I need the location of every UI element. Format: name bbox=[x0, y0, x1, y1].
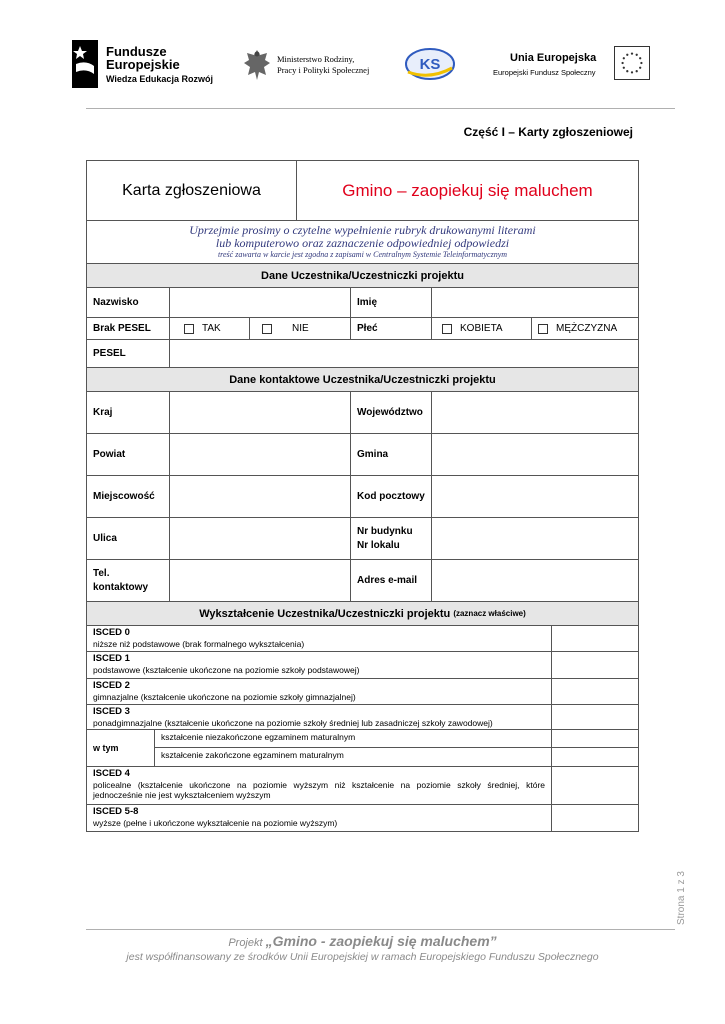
section-education: Wykształcenie Uczestnika/Uczestniczki projektu (zaznacz właściwe) bbox=[87, 602, 638, 625]
pesel-gender-row bbox=[87, 318, 638, 340]
pesel-row bbox=[87, 340, 638, 368]
part-title: Część I – Karty zgłoszeniowej bbox=[463, 125, 633, 139]
fe-star-icon bbox=[72, 40, 98, 88]
education-checkbox-isced5-8[interactable] bbox=[552, 805, 638, 831]
fe-title: Fundusze Europejskie bbox=[106, 44, 180, 72]
email-label: Adres e-mail bbox=[351, 560, 432, 601]
phone-field[interactable] bbox=[170, 560, 351, 601]
section-education-row bbox=[87, 602, 638, 626]
checkbox-icon[interactable] bbox=[538, 324, 548, 334]
in-that-checkbox-1[interactable] bbox=[552, 730, 638, 747]
postal-label: Kod pocztowy bbox=[351, 476, 432, 517]
footer-divider bbox=[86, 929, 675, 930]
in-that-label: w tym bbox=[87, 730, 155, 766]
education-checkbox-isced1[interactable] bbox=[552, 652, 638, 678]
education-checkbox-isced3[interactable] bbox=[552, 705, 638, 729]
education-row bbox=[87, 805, 638, 831]
education-checkbox-isced0[interactable] bbox=[552, 626, 638, 651]
education-option-isced1: ISCED 1 podstawowe (kształcenie ukończone na poziomie szkoły podstawowej) bbox=[87, 652, 552, 678]
city-label: Miejscowość bbox=[87, 476, 170, 517]
page-header bbox=[0, 0, 725, 108]
building-flat-field[interactable] bbox=[432, 518, 638, 559]
in-that-options bbox=[155, 730, 638, 766]
fe-subtitle: Wiedza Edukacja Rozwój bbox=[106, 74, 213, 84]
header-divider bbox=[86, 108, 675, 109]
section-participant: Dane Uczestnika/Uczestniczki projektu bbox=[87, 264, 638, 287]
checkbox-icon[interactable] bbox=[442, 324, 452, 334]
county-row bbox=[87, 434, 638, 476]
street-label: Ulica bbox=[87, 518, 170, 559]
eu-logo bbox=[490, 46, 652, 82]
education-option-isced4: ISCED 4 policealne (kształcenie ukończone na poziomie wyższym niż kształcenie na poziomie szkoły średniej, które jednocześnie nie jest wykształceniem wyższym bbox=[87, 767, 552, 804]
footer-cofinanced: jest współfinansowany ze środków Unii Europejskiej w ramach Europejskiego Funduszu Społecznego bbox=[126, 951, 599, 963]
gender-female-option[interactable]: KOBIETA bbox=[432, 318, 532, 339]
eu-subtitle: Europejski Fundusz Społeczny bbox=[493, 68, 596, 77]
ministry-name: Ministerstwo Rodziny, Pracy i Polityki Społecznej bbox=[277, 54, 370, 75]
education-checkbox-isced2[interactable] bbox=[552, 679, 638, 704]
county-field[interactable] bbox=[170, 434, 351, 475]
ministry-logo bbox=[243, 48, 383, 84]
registration-form bbox=[86, 160, 639, 832]
svg-text:KS: KS bbox=[419, 56, 441, 73]
education-option-isced5-8: ISCED 5-8 wyższe (pełne i ukończone wykształcenie na poziomie wyższym) bbox=[87, 805, 552, 831]
in-that-option: kształcenie zakończone egzaminem maturalnym bbox=[155, 748, 638, 766]
phone-row bbox=[87, 560, 638, 602]
voivodeship-label: Województwo bbox=[351, 392, 432, 433]
pesel-field[interactable] bbox=[170, 340, 638, 367]
county-label: Powiat bbox=[87, 434, 170, 475]
building-flat-label: Nr budynku Nr lokalu bbox=[351, 518, 432, 559]
ks-logo bbox=[402, 46, 458, 82]
city-field[interactable] bbox=[170, 476, 351, 517]
street-row bbox=[87, 518, 638, 560]
education-row bbox=[87, 626, 638, 652]
section-participant-row bbox=[87, 264, 638, 288]
section-contact: Dane kontaktowe Uczestnika/Uczestniczki projektu bbox=[87, 368, 638, 391]
in-that-option: kształcenie niezakończone egzaminem maturalnym bbox=[155, 730, 638, 748]
country-label: Kraj bbox=[87, 392, 170, 433]
intro-row bbox=[87, 221, 638, 264]
no-pesel-label: Brak PESEL bbox=[87, 318, 170, 339]
no-pesel-yes-option[interactable]: TAK bbox=[170, 318, 250, 339]
country-row bbox=[87, 392, 638, 434]
country-field[interactable] bbox=[170, 392, 351, 433]
pesel-label: PESEL bbox=[87, 340, 170, 367]
education-checkbox-isced4[interactable] bbox=[552, 767, 638, 804]
phone-label: Tel. kontaktowy bbox=[87, 560, 170, 601]
form-title-row bbox=[87, 161, 638, 221]
in-that-checkbox-2[interactable] bbox=[552, 748, 638, 766]
fundusze-europejskie-logo bbox=[72, 40, 212, 92]
email-field[interactable] bbox=[432, 560, 638, 601]
project-name: Gmino – zaopiekuj się maluchem bbox=[342, 180, 593, 200]
education-row bbox=[87, 705, 638, 730]
education-row bbox=[87, 679, 638, 705]
eagle-emblem-icon bbox=[243, 48, 271, 82]
voivodeship-field[interactable] bbox=[432, 392, 638, 433]
form-title: Karta zgłoszeniowa bbox=[87, 161, 297, 220]
gender-male-option[interactable]: MĘŻCZYZNA bbox=[532, 318, 638, 339]
name-label: Imię bbox=[351, 288, 432, 317]
eu-title: Unia Europejska bbox=[510, 52, 597, 64]
street-field[interactable] bbox=[170, 518, 351, 559]
city-row bbox=[87, 476, 638, 518]
education-option-isced2: ISCED 2 gimnazjalne (kształcenie ukończone na poziomie szkoły gimnazjalnej) bbox=[87, 679, 552, 704]
gender-label: Płeć bbox=[351, 318, 432, 339]
no-pesel-no-option[interactable]: NIE bbox=[250, 318, 351, 339]
surname-label: Nazwisko bbox=[87, 288, 170, 317]
footer-project: Projekt „Gmino - zaopiekuj się maluchem” bbox=[228, 933, 497, 949]
education-option-isced0: ISCED 0 niższe niż podstawowe (brak formalnego wykształcenia) bbox=[87, 626, 552, 651]
education-subrow bbox=[87, 730, 638, 767]
education-row bbox=[87, 652, 638, 679]
section-contact-row bbox=[87, 368, 638, 392]
postal-field[interactable] bbox=[432, 476, 638, 517]
eu-flag-icon bbox=[614, 46, 650, 80]
intro-text: Uprzejmie prosimy o czytelne wypełnienie rubryk drukowanymi literami lub komputerowo oraz zaznaczenie odpowiedniej odpowiedzi treść zawarta w karcie jest zgodna z zapisami w Centralnym Systemie Teleinformatycznym bbox=[189, 223, 536, 259]
checkbox-icon[interactable] bbox=[184, 324, 194, 334]
name-field[interactable] bbox=[432, 288, 638, 317]
checkbox-icon[interactable] bbox=[262, 324, 272, 334]
name-row bbox=[87, 288, 638, 318]
education-option-isced3: ISCED 3 ponadgimnazjalne (kształcenie ukończone na poziomie szkoły średniej lub zasadniczej szkoły zawodowej) bbox=[87, 705, 552, 729]
commune-field[interactable] bbox=[432, 434, 638, 475]
commune-label: Gmina bbox=[351, 434, 432, 475]
page-number: Strona 1 z 3 bbox=[676, 871, 687, 925]
surname-field[interactable] bbox=[170, 288, 351, 317]
education-row bbox=[87, 767, 638, 805]
